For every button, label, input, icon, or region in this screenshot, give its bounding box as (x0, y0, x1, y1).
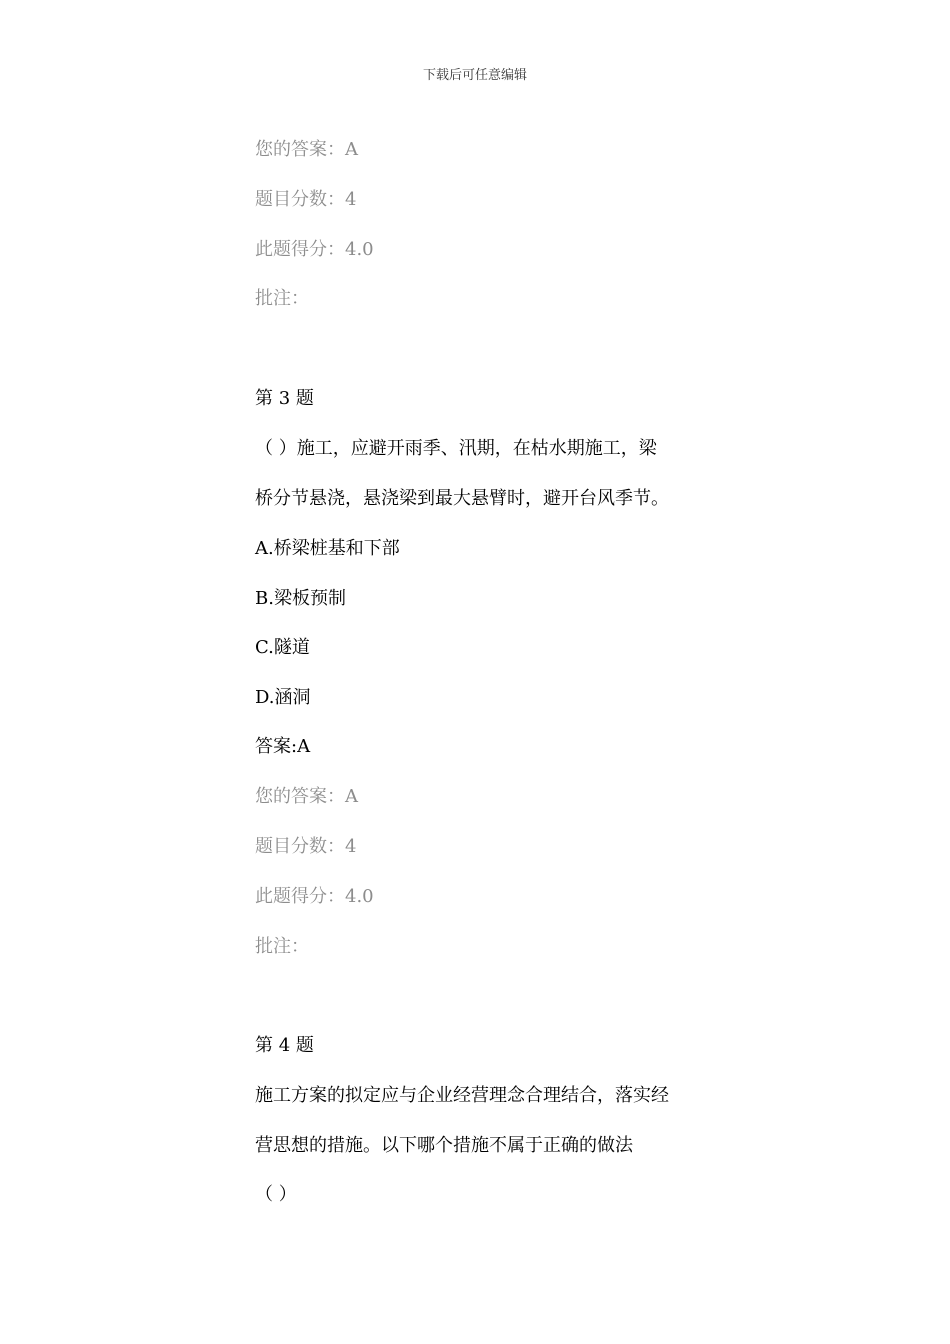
question-stem-line: （ ）施工，应避开雨季、汛期，在枯水期施工，梁 (255, 438, 657, 459)
question-title: 第 4 题 (255, 1035, 314, 1056)
option-d: D.涵洞 (255, 687, 311, 708)
correct-answer: 答案:A (255, 736, 311, 757)
earned-score: 此题得分：4.0 (255, 239, 374, 260)
question-stem-line: 营思想的措施。以下哪个措施不属于正确的做法 (255, 1135, 633, 1156)
your-answer: 您的答案：A (255, 786, 358, 807)
page-header: 下载后可任意编辑 (422, 68, 527, 83)
question-title: 第 3 题 (255, 388, 314, 409)
option-b: B.梁板预制 (255, 588, 346, 609)
question-stem-line: 施工方案的拟定应与企业经营理念合理结合，落实经 (255, 1085, 669, 1106)
option-c: C.隧道 (255, 637, 310, 658)
your-answer: 您的答案：A (255, 139, 358, 160)
earned-score: 此题得分：4.0 (255, 886, 374, 907)
question-stem-line: 桥分节悬浇，悬浇梁到最大悬臂时，避开台风季节。 (255, 488, 669, 509)
question-score: 题目分数：4 (255, 189, 357, 210)
option-a: A.桥梁桩基和下部 (255, 538, 400, 559)
question-score: 题目分数：4 (255, 836, 357, 857)
comment-label: 批注： (255, 936, 309, 957)
question-stem-line: （ ） (255, 1184, 297, 1205)
comment-label: 批注： (255, 288, 309, 309)
